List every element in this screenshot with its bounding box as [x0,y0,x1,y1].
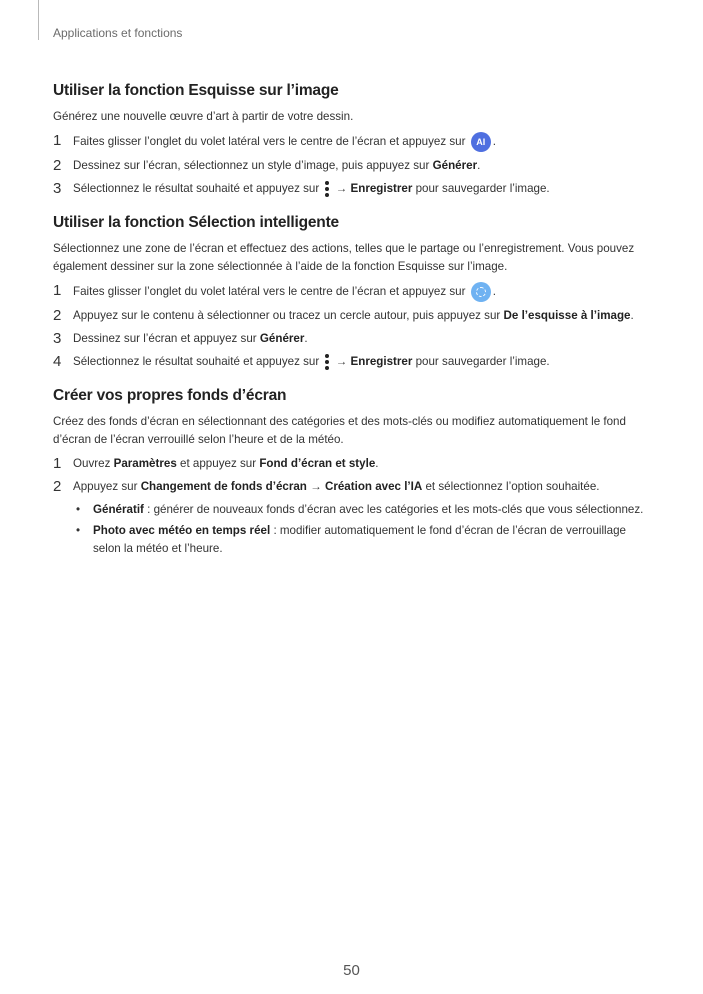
step-text-part: . [492,285,496,299]
step-2 [53,478,653,496]
step-1 [53,132,653,152]
step-text [73,157,653,175]
step-number: 1 [53,282,62,300]
ai-sketch-icon: AI [471,132,491,152]
step-text [73,478,653,496]
ui-term: Génératif [93,503,144,517]
ui-term: Photo avec météo en temps réel [93,524,271,538]
ui-term: Enregistrer [350,182,413,196]
step-text [73,455,653,473]
step-text-part: et appuyez sur [180,457,257,471]
page-number: 50 [343,962,360,979]
step-text [73,353,653,371]
step-1 [53,282,653,302]
ui-term: Changement de fonds d’écran [140,480,307,494]
step-number: 1 [53,132,62,149]
arrow-icon: → [335,355,348,369]
step-number: 2 [53,307,62,325]
page-content [53,82,653,574]
ui-term: Enregistrer [350,355,413,369]
step-text-part: . [304,332,308,346]
ui-term: Création avec l’IA [324,480,423,494]
arrow-icon: → [310,480,322,494]
step-text-part: Dessinez sur l’écran, sélectionnez un style d’image, puis appuyez sur [73,159,430,172]
list-item [73,501,653,519]
section-selection-intelligente [53,214,653,371]
step-text-part: . [477,159,481,172]
step-text [73,180,653,198]
step-3 [53,180,653,198]
step-number: 2 [53,478,62,496]
step-text-part: pour sauvegarder l’image. [415,355,550,369]
step-text [73,330,653,348]
ui-term: Paramètres [113,457,177,471]
section-intro: Créez des fonds d’écran en sélectionnant des catégories et des mots-clés ou modifiez automatiquement le fond d’écran de l’écran verrouillé selon l’heure et de la météo. [53,415,626,447]
step-text-part: . [375,457,379,471]
option-list [73,501,653,558]
step-text-part: Appuyez sur le contenu à sélectionner ou tracez un cercle autour, puis appuyez sur [73,309,501,323]
list-item [73,522,653,558]
step-number: 3 [53,180,62,197]
step-number: 3 [53,330,62,348]
step-2 [53,157,653,175]
arrow-icon: → [335,182,348,196]
ui-term: De l’esquisse à l’image [503,309,631,323]
bullet-icon: • [76,524,81,538]
step-text-part: pour sauvegarder l’image. [415,182,550,196]
step-text-part: Ouvrez [73,457,111,471]
step-1 [53,455,653,473]
ui-term: Générer [432,159,478,172]
step-number: 2 [53,157,62,174]
step-4 [53,353,653,371]
list-item-text: : modifier automatiquement le fond d’écran de l’écran de verrouillage selon la météo et l’heure. [93,524,626,556]
more-options-icon [324,353,330,371]
step-text-part: Dessinez sur l’écran et appuyez sur [73,332,257,346]
step-text [73,282,653,302]
header-label: Applications et fonctions [53,26,183,40]
step-text-part: Sélectionnez le résultat souhaité et appuyez sur [73,182,320,196]
smart-select-icon [471,282,491,302]
section-fonds-ecran [53,387,653,558]
section-title: Créer vos propres fonds d’écran [53,387,287,405]
section-intro: Générez une nouvelle œuvre d’art à partir de votre dessin. [53,110,354,123]
more-options-icon [324,180,330,198]
step-text-part: Appuyez sur [73,480,138,494]
list-item-text: : générer de nouveaux fonds d’écran avec les catégories et les mots-clés que vous sélectionnez. [147,503,644,517]
step-2 [53,307,653,325]
step-text-part: Sélectionnez le résultat souhaité et appuyez sur [73,355,320,369]
step-text-part: Faites glisser l’onglet du volet latéral vers le centre de l’écran et appuyez sur [73,135,466,149]
section-esquisse [53,82,653,198]
ui-term: Fond d’écran et style [259,457,376,471]
step-text [73,132,653,152]
step-text [73,307,653,325]
ui-term: Générer [259,332,305,346]
section-title: Utiliser la fonction Sélection intelligente [53,214,339,232]
step-text-part: et sélectionnez l’option souhaitée. [425,480,600,494]
bullet-icon: • [76,503,81,517]
header-rule [38,0,39,40]
section-intro: Sélectionnez une zone de l’écran et effectuez des actions, telles que le partage ou l’enregistrement. Vous pouvez également dessiner sur la zone sélectionnée à l’aide de la fonction Esquisse sur l’image. [53,242,635,274]
step-text-part: Faites glisser l’onglet du volet latéral vers le centre de l’écran et appuyez sur [73,285,466,299]
step-number: 1 [53,455,62,473]
step-3 [53,330,653,348]
step-text-part: . [630,309,634,323]
step-number: 4 [53,353,62,371]
section-title: Utiliser la fonction Esquisse sur l’image [53,82,339,99]
step-text-part: . [492,135,496,149]
